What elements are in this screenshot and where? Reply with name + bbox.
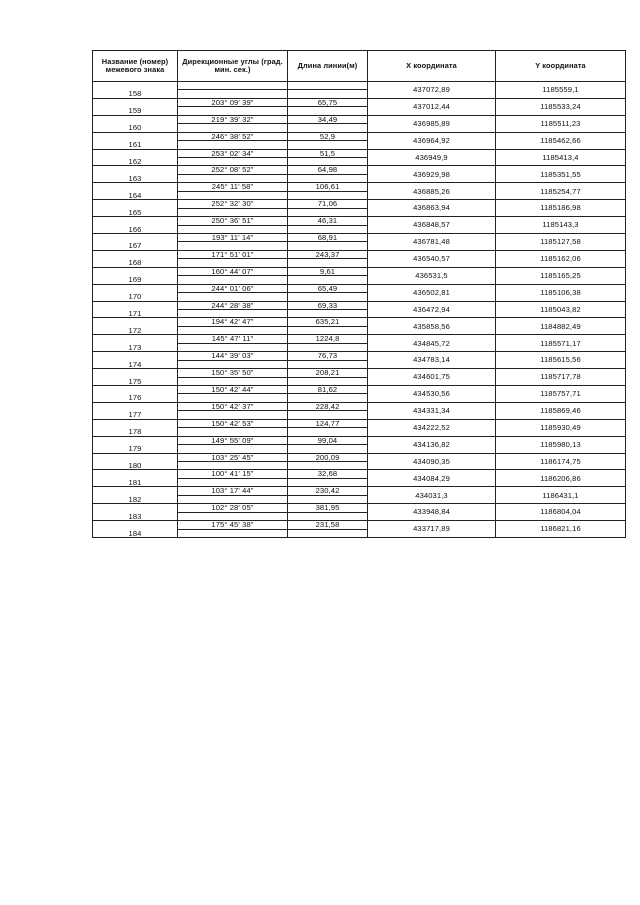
table-row (93, 217, 626, 225)
direction-angle-cell: 144° 39' 03" (178, 352, 288, 360)
direction-angle-cell: 150° 35' 50" (178, 369, 288, 377)
line-length-spacer (288, 411, 368, 419)
line-length-cell (288, 82, 368, 90)
line-length-spacer (288, 259, 368, 267)
y-coordinate-cell: 1185571,17 (496, 335, 626, 352)
table-row (93, 521, 626, 529)
line-length-cell: 381,95 (288, 504, 368, 512)
line-length-cell: 46,31 (288, 217, 368, 225)
table-row (93, 318, 626, 326)
direction-angle-spacer (178, 377, 288, 385)
table-row (93, 402, 626, 410)
line-length-spacer (288, 310, 368, 318)
line-length-spacer (288, 191, 368, 199)
x-coordinate-cell: 436540,57 (368, 250, 496, 267)
direction-angle-spacer (178, 107, 288, 115)
direction-angle-spacer (178, 276, 288, 284)
line-length-spacer (288, 293, 368, 301)
table-row (93, 487, 626, 495)
x-coordinate-cell: 436949,9 (368, 149, 496, 166)
point-name-cell: 168 (93, 250, 178, 267)
direction-angle-spacer (178, 90, 288, 98)
line-length-spacer (288, 242, 368, 250)
point-name-cell: 165 (93, 200, 178, 217)
point-name-cell: 169 (93, 267, 178, 284)
point-name-cell: 177 (93, 402, 178, 419)
point-name-cell: 173 (93, 335, 178, 352)
direction-angle-spacer (178, 225, 288, 233)
direction-angle-spacer (178, 428, 288, 436)
y-coordinate-cell: 1185559,1 (496, 82, 626, 99)
direction-angle-spacer (178, 124, 288, 132)
line-length-spacer (288, 208, 368, 216)
line-length-spacer (288, 326, 368, 334)
direction-angle-spacer (178, 360, 288, 368)
point-name-cell: 180 (93, 453, 178, 470)
direction-angle-cell: 160° 44' 07" (178, 267, 288, 275)
direction-angle-cell: 145° 47' 11" (178, 335, 288, 343)
x-coordinate-cell: 433948,84 (368, 504, 496, 521)
point-name-cell: 182 (93, 487, 178, 504)
x-coordinate-cell: 434331,34 (368, 402, 496, 419)
y-coordinate-cell: 1185162,06 (496, 250, 626, 267)
y-coordinate-cell: 1185511,23 (496, 115, 626, 132)
line-length-cell: 9,61 (288, 267, 368, 275)
line-length-cell: 208,21 (288, 369, 368, 377)
line-length-cell: 71,06 (288, 200, 368, 208)
direction-angle-spacer (178, 462, 288, 470)
x-coordinate-cell: 434084,29 (368, 470, 496, 487)
line-length-spacer (288, 428, 368, 436)
direction-angle-spacer (178, 141, 288, 149)
y-coordinate-cell: 1185351,55 (496, 166, 626, 183)
y-coordinate-cell: 1185186,98 (496, 200, 626, 217)
direction-angle-spacer (178, 495, 288, 503)
direction-angle-cell: 194° 42' 47" (178, 318, 288, 326)
point-name-cell: 162 (93, 149, 178, 166)
direction-angle-spacer (178, 242, 288, 250)
header-x-coordinate: X координата (368, 51, 496, 82)
line-length-spacer (288, 174, 368, 182)
y-coordinate-cell: 1185533,24 (496, 98, 626, 115)
x-coordinate-cell: 434530,56 (368, 386, 496, 403)
y-coordinate-cell: 1186206,86 (496, 470, 626, 487)
point-name-cell: 166 (93, 217, 178, 234)
line-length-spacer (288, 377, 368, 385)
line-length-spacer (288, 124, 368, 132)
direction-angle-spacer (178, 191, 288, 199)
point-name-cell: 178 (93, 419, 178, 436)
direction-angle-spacer (178, 394, 288, 402)
direction-angle-cell: 175° 45' 38" (178, 521, 288, 529)
direction-angle-spacer (178, 343, 288, 351)
direction-angle-cell: 219° 39' 32" (178, 115, 288, 123)
line-length-cell: 68,91 (288, 234, 368, 242)
direction-angle-cell: 149° 55' 09" (178, 436, 288, 444)
line-length-spacer (288, 495, 368, 503)
line-length-spacer (288, 360, 368, 368)
line-length-cell: 124,77 (288, 419, 368, 427)
x-coordinate-cell: 436964,92 (368, 132, 496, 149)
table-row (93, 386, 626, 394)
table-row (93, 504, 626, 512)
x-coordinate-cell: 433717,89 (368, 521, 496, 538)
direction-angle-spacer (178, 326, 288, 334)
point-name-cell: 161 (93, 132, 178, 149)
line-length-spacer (288, 107, 368, 115)
header-line-length: Длина линии(м) (288, 51, 368, 82)
y-coordinate-cell: 1185717,78 (496, 369, 626, 386)
header-y-coordinate: Y координата (496, 51, 626, 82)
direction-angle-spacer (178, 529, 288, 537)
table-row (93, 166, 626, 174)
x-coordinate-cell: 436985,89 (368, 115, 496, 132)
point-name-cell: 183 (93, 504, 178, 521)
table-row (93, 352, 626, 360)
table-row (93, 234, 626, 242)
direction-angle-cell: 150° 42' 44" (178, 386, 288, 394)
line-length-cell: 34,49 (288, 115, 368, 123)
line-length-spacer (288, 225, 368, 233)
point-name-cell: 167 (93, 234, 178, 251)
point-name-cell: 181 (93, 470, 178, 487)
line-length-cell: 69,33 (288, 301, 368, 309)
y-coordinate-cell: 1185869,46 (496, 402, 626, 419)
table-row (93, 284, 626, 292)
point-name-cell: 158 (93, 82, 178, 99)
line-length-spacer (288, 445, 368, 453)
line-length-spacer (288, 478, 368, 486)
direction-angle-cell: 252° 32' 30" (178, 200, 288, 208)
direction-angle-cell: 103° 25' 45" (178, 453, 288, 461)
y-coordinate-cell: 1185413,4 (496, 149, 626, 166)
line-length-spacer (288, 90, 368, 98)
table-header-row (93, 51, 626, 82)
line-length-cell: 64,98 (288, 166, 368, 174)
line-length-spacer (288, 512, 368, 520)
x-coordinate-cell: 437012,44 (368, 98, 496, 115)
header-point-name: Название (номер) межевого знака (93, 51, 178, 82)
line-length-cell: 228,42 (288, 402, 368, 410)
table-row (93, 335, 626, 343)
line-length-cell: 81,62 (288, 386, 368, 394)
table-body (93, 82, 626, 538)
boundary-coordinates-table (92, 50, 626, 538)
point-name-cell: 164 (93, 183, 178, 200)
direction-angle-cell: 245° 11' 58" (178, 183, 288, 191)
x-coordinate-cell: 436848,57 (368, 217, 496, 234)
direction-angle-cell: 246° 38' 52" (178, 132, 288, 140)
line-length-cell: 65,49 (288, 284, 368, 292)
table-row (93, 250, 626, 258)
point-name-cell: 179 (93, 436, 178, 453)
direction-angle-cell: 150° 42' 37" (178, 402, 288, 410)
table-row (93, 98, 626, 106)
y-coordinate-cell: 1186174,75 (496, 453, 626, 470)
table-row (93, 470, 626, 478)
direction-angle-spacer (178, 158, 288, 166)
x-coordinate-cell: 435858,56 (368, 318, 496, 335)
line-length-cell: 106,61 (288, 183, 368, 191)
y-coordinate-cell: 1185757,71 (496, 386, 626, 403)
header-direction-angle: Дирекционные углы (град. мин. сек.) (178, 51, 288, 82)
x-coordinate-cell: 436781,48 (368, 234, 496, 251)
line-length-spacer (288, 276, 368, 284)
direction-angle-cell (178, 82, 288, 90)
x-coordinate-cell: 434031,3 (368, 487, 496, 504)
table-row (93, 267, 626, 275)
direction-angle-spacer (178, 310, 288, 318)
y-coordinate-cell: 1185462,66 (496, 132, 626, 149)
direction-angle-cell: 100° 41' 15" (178, 470, 288, 478)
line-length-spacer (288, 529, 368, 537)
line-length-spacer (288, 141, 368, 149)
y-coordinate-cell: 1186431,1 (496, 487, 626, 504)
direction-angle-cell: 252° 08' 52" (178, 166, 288, 174)
direction-angle-spacer (178, 512, 288, 520)
table-row (93, 183, 626, 191)
y-coordinate-cell: 1185106,38 (496, 284, 626, 301)
x-coordinate-cell: 436885,26 (368, 183, 496, 200)
line-length-cell: 76,73 (288, 352, 368, 360)
direction-angle-cell: 171° 51' 01" (178, 250, 288, 258)
line-length-cell: 65,75 (288, 98, 368, 106)
direction-angle-cell: 253° 02' 34" (178, 149, 288, 157)
line-length-spacer (288, 343, 368, 351)
direction-angle-cell: 244° 28' 38" (178, 301, 288, 309)
line-length-cell: 230,42 (288, 487, 368, 495)
x-coordinate-cell: 436502,81 (368, 284, 496, 301)
y-coordinate-cell: 1185143,3 (496, 217, 626, 234)
x-coordinate-cell: 434222,52 (368, 419, 496, 436)
table-row (93, 419, 626, 427)
x-coordinate-cell: 434601,75 (368, 369, 496, 386)
table-row (93, 301, 626, 309)
line-length-cell: 243,37 (288, 250, 368, 258)
y-coordinate-cell: 1185980,13 (496, 436, 626, 453)
direction-angle-cell: 244° 01' 06" (178, 284, 288, 292)
x-coordinate-cell: 436472,94 (368, 301, 496, 318)
table-row (93, 200, 626, 208)
direction-angle-cell: 203° 09' 39" (178, 98, 288, 106)
line-length-cell: 231,58 (288, 521, 368, 529)
y-coordinate-cell: 1185615,56 (496, 352, 626, 369)
direction-angle-cell: 193° 11' 14" (178, 234, 288, 242)
y-coordinate-cell: 1185127,58 (496, 234, 626, 251)
y-coordinate-cell: 1186821,16 (496, 521, 626, 538)
line-length-cell: 1224,8 (288, 335, 368, 343)
x-coordinate-cell: 434845,72 (368, 335, 496, 352)
direction-angle-spacer (178, 478, 288, 486)
point-name-cell: 176 (93, 386, 178, 403)
table-row (93, 369, 626, 377)
line-length-cell: 635,21 (288, 318, 368, 326)
x-coordinate-cell: 434783,14 (368, 352, 496, 369)
table-row (93, 132, 626, 140)
line-length-cell: 99,04 (288, 436, 368, 444)
table-row (93, 82, 626, 90)
x-coordinate-cell: 434090,35 (368, 453, 496, 470)
line-length-cell: 32,68 (288, 470, 368, 478)
x-coordinate-cell: 436531,5 (368, 267, 496, 284)
point-name-cell: 171 (93, 301, 178, 318)
point-name-cell: 175 (93, 369, 178, 386)
y-coordinate-cell: 1185043,82 (496, 301, 626, 318)
point-name-cell: 159 (93, 98, 178, 115)
direction-angle-spacer (178, 259, 288, 267)
line-length-cell: 52,9 (288, 132, 368, 140)
direction-angle-cell: 150° 42' 53" (178, 419, 288, 427)
table-row (93, 149, 626, 157)
direction-angle-spacer (178, 411, 288, 419)
line-length-spacer (288, 394, 368, 402)
point-name-cell: 160 (93, 115, 178, 132)
x-coordinate-cell: 436863,94 (368, 200, 496, 217)
direction-angle-spacer (178, 208, 288, 216)
point-name-cell: 163 (93, 166, 178, 183)
direction-angle-cell: 103° 17' 44" (178, 487, 288, 495)
y-coordinate-cell: 1185165,25 (496, 267, 626, 284)
y-coordinate-cell: 1185254,77 (496, 183, 626, 200)
direction-angle-cell: 102° 28' 05" (178, 504, 288, 512)
line-length-cell: 51,5 (288, 149, 368, 157)
direction-angle-cell: 250° 36' 51" (178, 217, 288, 225)
point-name-cell: 170 (93, 284, 178, 301)
direction-angle-spacer (178, 174, 288, 182)
point-name-cell: 172 (93, 318, 178, 335)
y-coordinate-cell: 1186804,04 (496, 504, 626, 521)
line-length-spacer (288, 158, 368, 166)
line-length-cell: 200,09 (288, 453, 368, 461)
point-name-cell: 184 (93, 521, 178, 538)
direction-angle-spacer (178, 445, 288, 453)
point-name-cell: 174 (93, 352, 178, 369)
table-row (93, 436, 626, 444)
table-row (93, 453, 626, 461)
table-row (93, 115, 626, 123)
y-coordinate-cell: 1184882,49 (496, 318, 626, 335)
direction-angle-spacer (178, 293, 288, 301)
x-coordinate-cell: 436929,98 (368, 166, 496, 183)
line-length-spacer (288, 462, 368, 470)
x-coordinate-cell: 437072,89 (368, 82, 496, 99)
x-coordinate-cell: 434136,82 (368, 436, 496, 453)
y-coordinate-cell: 1185930,49 (496, 419, 626, 436)
